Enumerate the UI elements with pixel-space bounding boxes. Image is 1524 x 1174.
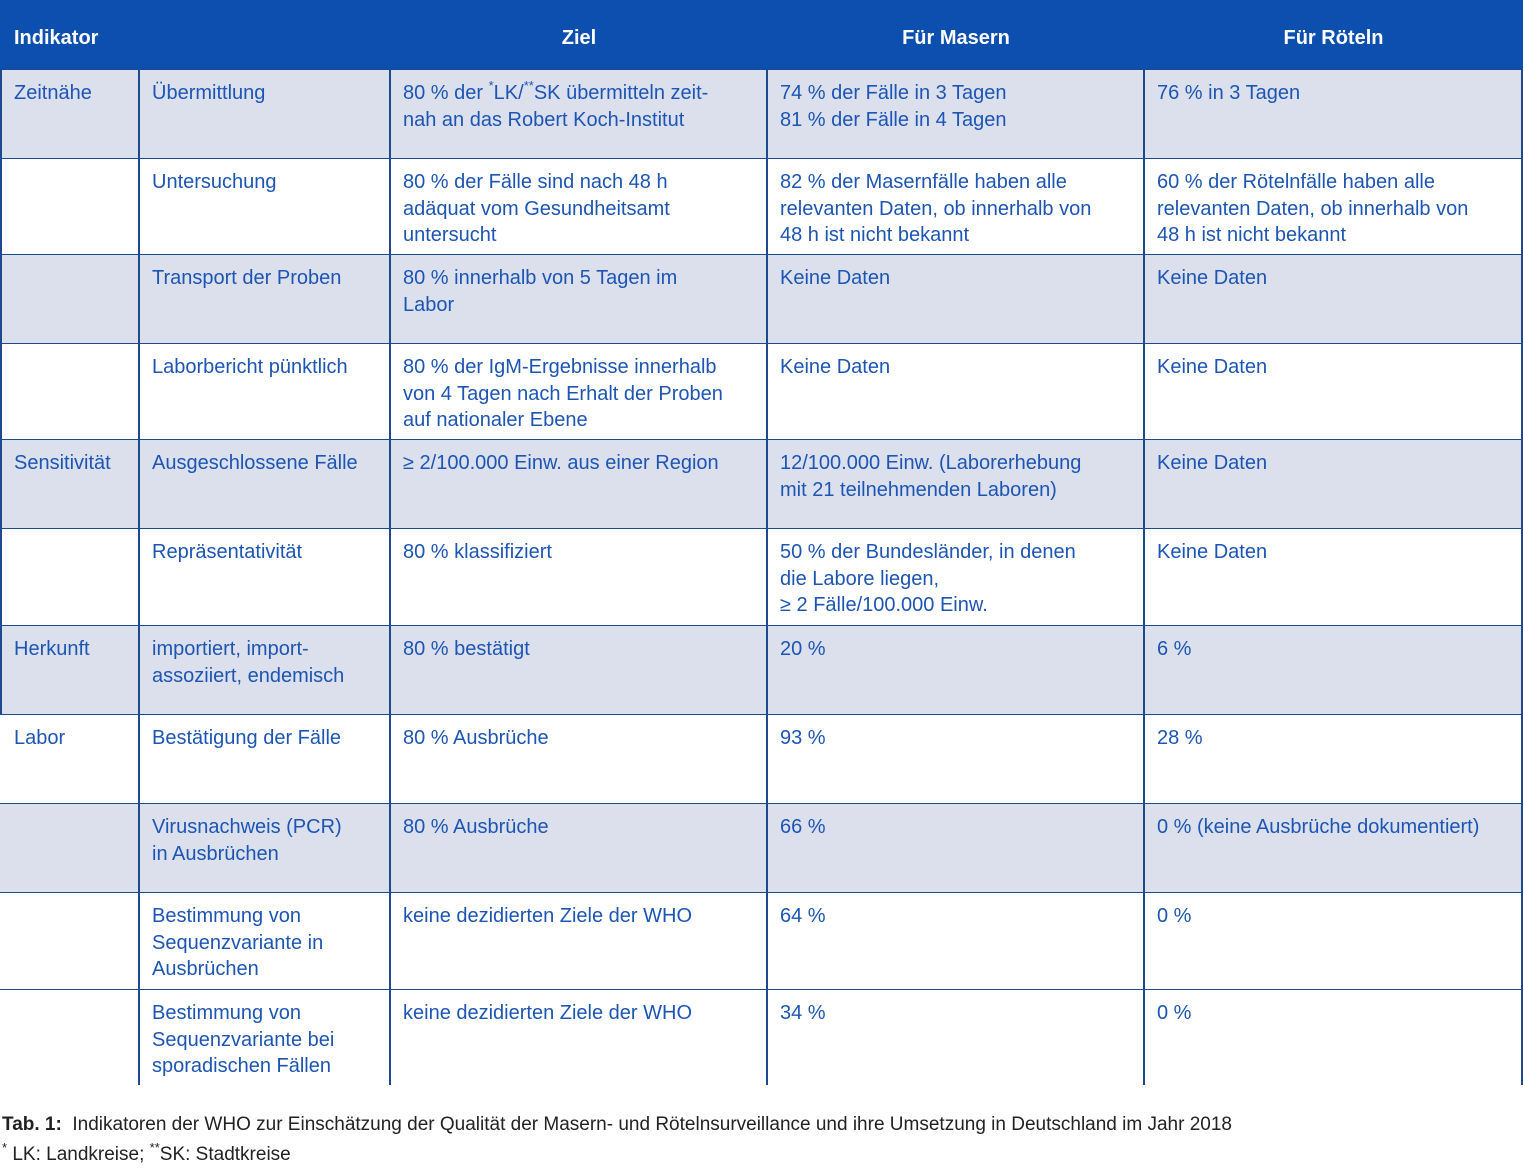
sub-indicator: Virusnachweis (PCR) in Ausbrüchen: [152, 816, 342, 865]
caption-text: Indikatoren der WHO zur Einschätzung der Qualität der Masern- und Rötelnsurveillance und ihre Umsetzung in Deutschland im Jahr 2018: [72, 1114, 1232, 1135]
grid-line: [1143, 69, 1145, 1085]
ziel-cell: keine dezidierten Ziele der WHO: [403, 1002, 693, 1024]
table-row: [0, 625, 1523, 715]
masern-cell: Keine Daten: [780, 356, 891, 378]
group-label: Zeitnähe: [14, 82, 92, 104]
masern-cell: 50 % der Bundesländer, in denen die Labore liegen, ≥ 2 Fälle/100.000 Einw.: [780, 541, 1076, 616]
masern-cell: 74 % der Fälle in 3 Tagen 81 % der Fälle in 4 Tagen: [780, 82, 1007, 131]
grid-line: [138, 69, 140, 1085]
sub-indicator: Laborbericht pünktlich: [152, 356, 348, 378]
roeteln-cell: 0 %: [1157, 905, 1192, 927]
sub-indicator: importiert, import- assoziiert, endemisch: [152, 638, 345, 687]
roeteln-cell: Keine Daten: [1157, 541, 1268, 563]
masern-cell: Keine Daten: [780, 267, 891, 289]
table-row: [0, 158, 1523, 255]
masern-cell: 93 %: [780, 727, 826, 749]
roeteln-cell: 28 %: [1157, 727, 1203, 749]
header-masern: Für Masern: [902, 27, 1010, 49]
caption-label: Tab. 1:: [2, 1114, 62, 1135]
header-ziel: Ziel: [561, 27, 597, 49]
roeteln-cell: Keine Daten: [1157, 267, 1268, 289]
ziel-cell: 80 % innerhalb von 5 Tagen im Labor: [403, 267, 678, 316]
table-header: [0, 0, 1523, 69]
masern-cell: 20 %: [780, 638, 826, 660]
ziel-cell: 80 % Ausbrüche: [403, 816, 549, 838]
ziel-cell: 80 % der Fälle sind nach 48 h adäquat vom Gesundheitsamt untersucht: [403, 171, 670, 246]
grid-line: [389, 69, 391, 1085]
sub-indicator: Übermittlung: [152, 82, 266, 104]
ziel-cell: 80 % der IgM-Ergebnisse innerhalb von 4 Tagen nach Erhalt der Proben auf nationaler Ebene: [403, 356, 723, 431]
group-label: Labor: [14, 727, 66, 749]
header-roeteln: Für Röteln: [1283, 27, 1384, 49]
ziel-cell: 80 % Ausbrüche: [403, 727, 549, 749]
roeteln-cell: 0 % (keine Ausbrüche dokumentiert): [1157, 816, 1480, 838]
sub-indicator: Transport der Proben: [152, 267, 342, 289]
masern-cell: 82 % der Masernfälle haben alle relevanten Daten, ob innerhalb von 48 h ist nicht bekannt: [780, 171, 1092, 246]
sub-indicator: Bestimmung von Sequenzvariante in Ausbrüchen: [152, 905, 324, 980]
table-footnote: * LK: Landkreise; **SK: Stadtkreise: [2, 1139, 291, 1165]
table-row: [0, 254, 1523, 344]
grid-line: [766, 69, 768, 1085]
masern-cell: 64 %: [780, 905, 826, 927]
ziel-cell: keine dezidierten Ziele der WHO: [403, 905, 693, 927]
ziel-cell: 80 % klassifiziert: [403, 541, 552, 563]
table-row: [0, 714, 1523, 804]
roeteln-cell: 0 %: [1157, 1002, 1192, 1024]
masern-cell: 12/100.000 Einw. (Laborerhebung mit 21 teilnehmenden Laboren): [780, 452, 1082, 501]
ziel-cell: 80 % bestätigt: [403, 638, 530, 660]
masern-cell: 66 %: [780, 816, 826, 838]
roeteln-cell: 60 % der Rötelnfälle haben alle relevanten Daten, ob innerhalb von 48 h ist nicht bekannt: [1157, 171, 1469, 246]
table-row: [0, 439, 1523, 529]
grid-line: [0, 69, 2, 714]
sub-indicator: Untersuchung: [152, 171, 277, 193]
roeteln-cell: 76 % in 3 Tagen: [1157, 82, 1301, 104]
sub-indicator: Repräsentativität: [152, 541, 303, 563]
roeteln-cell: Keine Daten: [1157, 356, 1268, 378]
grid-line: [1521, 69, 1523, 1085]
table-caption: [2, 1114, 1232, 1136]
table-row: [0, 343, 1523, 440]
ziel-cell: ≥ 2/100.000 Einw. aus einer Region: [403, 452, 719, 474]
sub-indicator: Bestimmung von Sequenzvariante bei sporadischen Fällen: [152, 1002, 335, 1077]
table-row: [0, 69, 1523, 159]
sub-indicator: Ausgeschlossene Fälle: [152, 452, 358, 474]
table-row: [0, 803, 1523, 893]
ziel-cell: 80 % der *LK/**SK übermitteln zeit- nah an das Robert Koch-Institut: [403, 78, 709, 131]
table-row: [0, 892, 1523, 990]
group-label: Herkunft: [14, 638, 90, 660]
table-row: [0, 528, 1523, 626]
header-indikator: Indikator: [14, 27, 99, 49]
table-row: [0, 989, 1523, 1086]
masern-cell: 34 %: [780, 1002, 826, 1024]
sub-indicator: Bestätigung der Fälle: [152, 727, 342, 749]
group-label: Sensitivität: [14, 452, 111, 474]
roeteln-cell: Keine Daten: [1157, 452, 1268, 474]
roeteln-cell: 6 %: [1157, 638, 1192, 660]
